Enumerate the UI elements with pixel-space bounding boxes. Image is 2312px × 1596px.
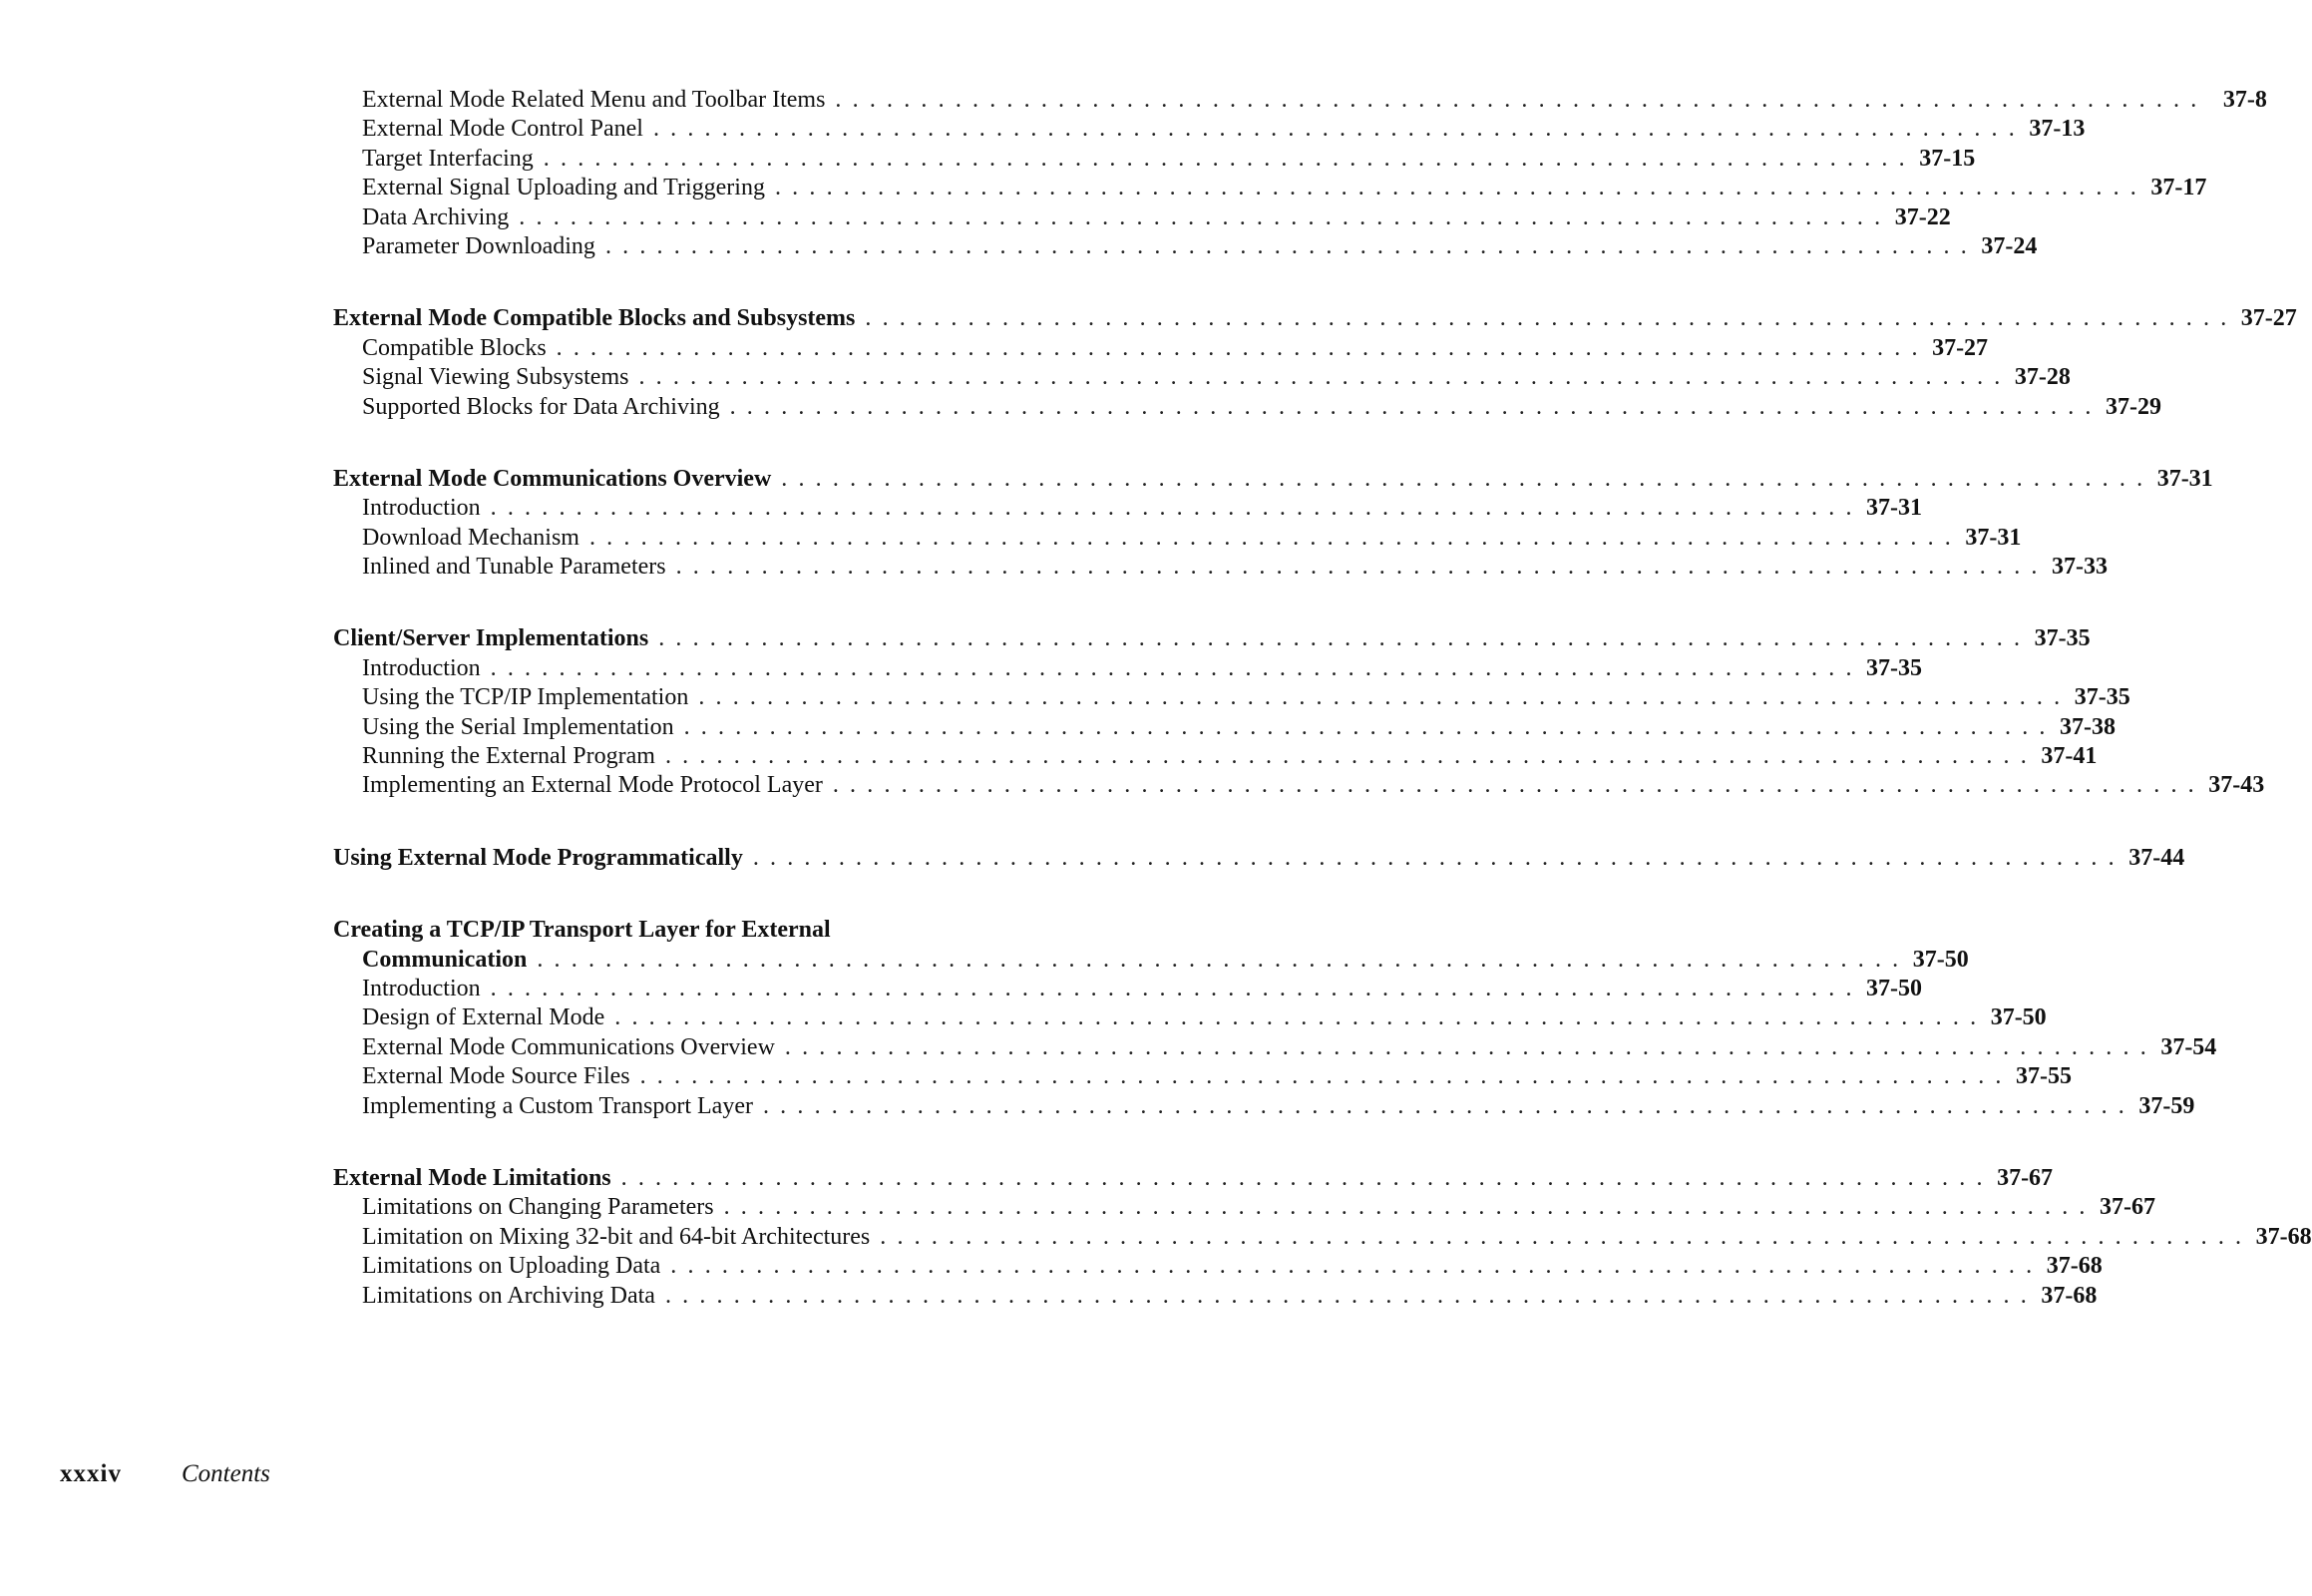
toc-entry-page: 37-55 [2016,1063,2073,1090]
toc-entry-page: 37-50 [1990,1004,2047,1031]
dot-leader: . . . . . . . . . . . . . . . . . . . . . . . . . . . . . . . . . . . . . . . . . . . . . . . . . . . . . . . . . . . . . . . . . . . . . . . . . . . . . . . . [723,1194,2089,1221]
toc-entry-title: Running the External Program [362,743,655,770]
toc-subentry[interactable] [333,203,1951,232]
toc-section [333,844,2185,873]
toc-entry-page: 37-43 [2208,772,2265,799]
dot-leader: . . . . . . . . . . . . . . . . . . . . . . . . . . . . . . . . . . . . . . . . . . . . . . . . . . . . . . . . . . . . . . . . . . . . . . . . . . . . . . . . [537,946,1901,973]
toc-entry-page: 37-31 [1965,524,2022,551]
dot-leader: . . . . . . . . . . . . . . . . . . . . . . . . . . . . . . . . . . . . . . . . . . . . . . . . . . . . . . . . . . . . . . . . . . . . . . . . . . . . . . . . [638,364,2003,391]
toc-entry-page: 37-68 [2046,1253,2103,1280]
toc-subentry[interactable] [333,654,1923,683]
dot-leader: . . . . . . . . . . . . . . . . . . . . . . . . . . . . . . . . . . . . . . . . . . . . . . . . . . . . . . . . . . . . . . . . . . . . . . . . . . . . . . . . [683,713,2049,740]
toc-entry-title: Limitations on Uploading Data [362,1253,661,1280]
toc-section [333,86,2267,261]
toc-entry-page: 37-35 [1866,654,1923,681]
toc-entry-page: 37-68 [2255,1223,2312,1250]
toc-subentry[interactable] [333,713,2117,742]
dot-leader: . . . . . . . . . . . . . . . . . . . . . . . . . . . . . . . . . . . . . . . . . . . . . . . . . . . . . . . . . . . . . . . . . . . . . . . . . . . . . . . . [556,334,1921,361]
toc-subentry[interactable] [333,1252,2103,1281]
dot-leader: . . . . . . . . . . . . . . . . . . . . . . . . . . . . . . . . . . . . . . . . . . . . . . . . . . . . . . . . . . . . . . . . . . . . . . . . . . . . . . . . [729,393,2095,420]
page-footer [60,1458,270,1490]
dot-leader: . . . . . . . . . . . . . . . . . . . . . . . . . . . . . . . . . . . . . . . . . . . . . . . . . . . . . . . . . . . . . . . . . . . . . . . . . . . . . . . . [664,1282,2030,1309]
dot-leader: . . . . . . . . . . . . . . . . . . . . . . . . . . . . . . . . . . . . . . . . . . . . . . . . . . . . . . . . . . . . . . . . . . . . . . . . . . . . . . . . [664,743,2030,770]
dot-leader: . . . . . . . . . . . . . . . . . . . . . . . . . . . . . . . . . . . . . . . . . . . . . . . . . . . . . . . . . . . . . . . . . . . . . . . . . . . . . . . . [543,145,1908,172]
toc-subentry[interactable] [333,1282,2098,1311]
toc-subentry[interactable] [333,524,2022,553]
table-of-contents [333,86,2312,1354]
toc-entry-title: External Mode Communications Overview [333,465,772,492]
toc-subentry[interactable] [333,363,2071,392]
toc-subentry[interactable] [333,553,2109,582]
toc-subentry[interactable] [333,494,1923,523]
toc-section [333,304,2297,422]
toc-entry-title: Introduction [362,495,481,522]
toc-entry-title: Using the TCP/IP Implementation [362,684,689,711]
toc-entry-title: Implementing an External Mode Protocol Layer [362,772,823,799]
toc-entry-title: Supported Blocks for Data Archiving [362,393,720,420]
toc-section [333,465,2213,583]
toc-entry-title: External Mode Compatible Blocks and Subsystems [333,305,856,332]
dot-leader: . . . . . . . . . . . . . . . . . . . . . . . . . . . . . . . . . . . . . . . . . . . . . . . . . . . . . . . . . . . . . . . . . . . . . . . . . . . . . . . . [781,465,2145,492]
toc-entry-title: Compatible Blocks [362,334,547,361]
toc-entry-page: 37-50 [1912,946,1969,973]
dot-leader: . . . . . . . . . . . . . . . . . . . . . . . . . . . . . . . . . . . . . . . . . . . . . . . . . . . . . . . . . . . . . . . . . . . . . . . . . . . . . . . . [698,684,2063,711]
toc-subentry[interactable] [333,334,1989,363]
toc-subentry[interactable] [333,1003,2047,1032]
toc-entry-title: Signal Viewing Subsystems [362,364,629,391]
dot-leader: . . . . . . . . . . . . . . . . . . . . . . . . . . . . . . . . . . . . . . . . . . . . . . . . . . . . . . . . . . . . . . . . . . . . . . . . . . . . . . . . [588,524,1954,551]
toc-entry-page: 37-27 [2240,305,2297,332]
footer-page-number: xxxiv [60,1460,122,1487]
dot-leader: . . . . . . . . . . . . . . . . . . . . . . . . . . . . . . . . . . . . . . . . . . . . . . . . . . . . . . . . . . . . . . . . . . . . . . . . . . . . . . . . [620,1164,1986,1191]
toc-entry-page: 37-15 [1919,145,1976,172]
dot-leader: . . . . . . . . . . . . . . . . . . . . . . . . . . . . . . . . . . . . . . . . . . . . . . . . . . . . . . . . . . . . . . . . . . . . . . . . . . . . . . . . [604,232,1970,259]
toc-entry-page: 37-24 [1981,232,2038,259]
toc-entry-title: Design of External Mode [362,1004,605,1031]
toc-entry-page: 37-38 [2060,713,2117,740]
toc-entry-page: 37-50 [1866,975,1923,1001]
toc-entry-page: 37-13 [2029,116,2086,143]
toc-heading-entry[interactable] [333,1164,2054,1193]
toc-entry-title: Implementing a Custom Transport Layer [362,1092,753,1119]
toc-subentry[interactable] [333,115,2086,144]
toc-entry-title: Creating a TCP/IP Transport Layer for External [333,917,831,944]
toc-entry-page: 37-44 [2128,844,2185,871]
toc-entry-page: 37-17 [2150,175,2207,201]
footer-section-name: Contents [182,1460,270,1487]
dot-leader: . . . . . . . . . . . . . . . . . . . . . . . . . . . . . . . . . . . . . . . . . . . . . . . . . . . . . . . . . . . . . . . . . . . . . . . . . . . . . . . . [658,625,2023,652]
dot-leader: . . . . . . . . . . . . . . . . . . . . . . . . . . . . . . . . . . . . . . . . . . . . . . . . . . . . . . . . . . . . . . . . . . . . . . . . . . . . . . . . [865,305,2229,332]
toc-heading-entry[interactable] [333,916,1099,945]
toc-heading-entry[interactable] [333,465,2213,494]
dot-leader: . . . . . . . . . . . . . . . . . . . . . . . . . . . . . . . . . . . . . . . . . . . . . . . . . . . . . . . . . . . . . . . . . . . . . . . . . . . . . . . . [832,772,2197,799]
toc-entry-title: Introduction [362,654,481,681]
toc-subentry[interactable] [333,1062,2073,1091]
toc-heading-entry-continuation[interactable] [333,946,1969,975]
toc-subentry[interactable] [333,1033,2217,1062]
toc-heading-entry[interactable] [333,844,2185,873]
toc-subentry[interactable] [333,393,2162,422]
toc-entry-page: 37-22 [1894,203,1951,230]
dot-leader: . . . . . . . . . . . . . . . . . . . . . . . . . . . . . . . . . . . . . . . . . . . . . . . . . . . . . . . . . . . . . . . . . . . . . . . . . . . . . . . . [835,87,2199,113]
dot-leader: . . . . . . . . . . . . . . . . . . . . . . . . . . . . . . . . . . . . . . . . . . . . . . . . . . . . . . . . . . . . . . . . . . . . . . . . . . . . . . . . [880,1223,2244,1250]
dot-leader: . . . . . . . . . . . . . . . . . . . . . . . . . . . . . . . . . . . . . . . . . . . . . . . . . . . . . . . . . . . . . . . . . . . . . . . . . . . . . . . . [614,1004,1979,1031]
toc-entry-page: 37-68 [2041,1282,2098,1309]
toc-entry-title: Inlined and Tunable Parameters [362,554,666,581]
dot-leader: . . . . . . . . . . . . . . . . . . . . . . . . . . . . . . . . . . . . . . . . . . . . . . . . . . . . . . . . . . . . . . . . . . . . . . . . . . . . . . . . [652,116,2018,143]
dot-leader: . . . . . . . . . . . . . . . . . . . . . . . . . . . . . . . . . . . . . . . . . . . . . . . . . . . . . . . . . . . . . . . . . . . . . . . . . . . . . . . . [762,1092,2127,1119]
toc-entry-page: 37-8 [2222,87,2267,113]
toc-section [333,916,2217,1121]
toc-entry-title: Parameter Downloading [362,232,595,259]
toc-entry-title: Using the Serial Implementation [362,713,674,740]
toc-entry-page: 37-35 [2034,625,2091,652]
toc-subentry[interactable] [333,86,2267,115]
toc-entry-title: Limitations on Archiving Data [362,1282,655,1309]
toc-subentry[interactable] [333,742,2098,771]
dot-leader: . . . . . . . . . . . . . . . . . . . . . . . . . . . . . . . . . . . . . . . . . . . . . . . . . . . . . . . . . . . . . . . . . . . . . . . . . . . . . . . . [519,203,1883,230]
toc-entry-page: 37-59 [2138,1092,2195,1119]
toc-entry-page: 37-41 [2041,743,2098,770]
toc-subentry[interactable] [333,771,2265,800]
toc-entry-title: External Signal Uploading and Triggering [362,175,765,201]
dot-leader: . . . . . . . . . . . . . . . . . . . . . . . . . . . . . . . . . . . . . . . . . . . . . . . . . . . . . . . . . . . . . . . . . . . . . . . . . . . . . . . . [490,495,1855,522]
toc-entry-page: 37-31 [1866,495,1923,522]
toc-entry-page: 37-27 [1932,334,1989,361]
dot-leader: . . . . . . . . . . . . . . . . . . . . . . . . . . . . . . . . . . . . . . . . . . . . . . . . . . . . . . . . . . . . . . . . . . . . . . . . . . . . . . . . [490,654,1855,681]
toc-entry-page: 37-67 [1997,1164,2054,1191]
toc-subentry[interactable] [333,975,1923,1003]
toc-entry-page: 37-33 [2052,554,2109,581]
toc-entry-title: Using External Mode Programmatically [333,844,743,871]
dot-leader: . . . . . . . . . . . . . . . . . . . . . . . . . . . . . . . . . . . . . . . . . . . . . . . . . . . . . . . . . . . . . . . . . . . . . . . . . . . . . . . . [784,1033,2149,1060]
toc-entry-page: 37-29 [2106,393,2162,420]
toc-entry-title: External Mode Source Files [362,1063,630,1090]
toc-subentry[interactable] [333,1193,2156,1222]
toc-subentry[interactable] [333,174,2207,202]
toc-entry-page: 37-31 [2156,465,2213,492]
toc-subentry[interactable] [333,232,2038,261]
toc-subentry[interactable] [333,1223,2312,1252]
dot-leader: . . . . . . . . . . . . . . . . . . . . . . . . . . . . . . . . . . . . . . . . . . . . . . . . . . . . . . . . . . . . . . . . . . . . . . . . . . . . . . . . [639,1063,2005,1090]
toc-heading-entry[interactable] [333,624,2091,653]
toc-entry-page: 37-35 [2074,684,2130,711]
toc-entry-title-continuation: Communication [362,946,528,973]
toc-entry-title: Introduction [362,975,481,1001]
toc-entry-title: Data Archiving [362,203,510,230]
toc-entry-title: Download Mechanism [362,524,579,551]
toc-subentry[interactable] [333,683,2130,712]
dot-leader: . . . . . . . . . . . . . . . . . . . . . . . . . . . . . . . . . . . . . . . . . . . . . . . . . . . . . . . . . . . . . . . . . . . . . . . . . . . . . . . . [670,1253,2035,1280]
toc-entry-title: External Mode Related Menu and Toolbar Items [362,87,826,113]
toc-subentry[interactable] [333,1092,2195,1121]
toc-entry-title: Limitations on Changing Parameters [362,1194,714,1221]
dot-leader: . . . . . . . . . . . . . . . . . . . . . . . . . . . . . . . . . . . . . . . . . . . . . . . . . . . . . . . . . . . . . . . . . . . . . . . . . . . . . . . . [490,975,1855,1001]
toc-entry-title: Client/Server Implementations [333,625,649,652]
dot-leader: . . . . . . . . . . . . . . . . . . . . . . . . . . . . . . . . . . . . . . . . . . . . . . . . . . . . . . . . . . . . . . . . . . . . . . . . . . . . . . . . [752,844,2118,871]
toc-entry-title: Target Interfacing [362,145,534,172]
toc-entry-page: 37-54 [2160,1033,2217,1060]
toc-entry-page: 37-67 [2100,1194,2156,1221]
dot-leader: . . . . . . . . . . . . . . . . . . . . . . . . . . . . . . . . . . . . . . . . . . . . . . . . . . . . . . . . . . . . . . . . . . . . . . . . . . . . . . . . [675,554,2041,581]
dot-leader: . . . . . . . . . . . . . . . . . . . . . . . . . . . . . . . . . . . . . . . . . . . . . . . . . . . . . . . . . . . . . . . . . . . . . . . . . . . . . . . . [774,175,2139,201]
toc-entry-page: 37-28 [2014,364,2071,391]
toc-section [333,624,2265,800]
toc-entry-title: External Mode Limitations [333,1164,611,1191]
toc-entry-title: External Mode Control Panel [362,116,643,143]
toc-heading-entry[interactable] [333,304,2297,333]
toc-subentry[interactable] [333,145,1976,174]
toc-entry-title: External Mode Communications Overview [362,1033,775,1060]
toc-section [333,1164,2312,1311]
toc-entry-title: Limitation on Mixing 32-bit and 64-bit Architectures [362,1223,871,1250]
